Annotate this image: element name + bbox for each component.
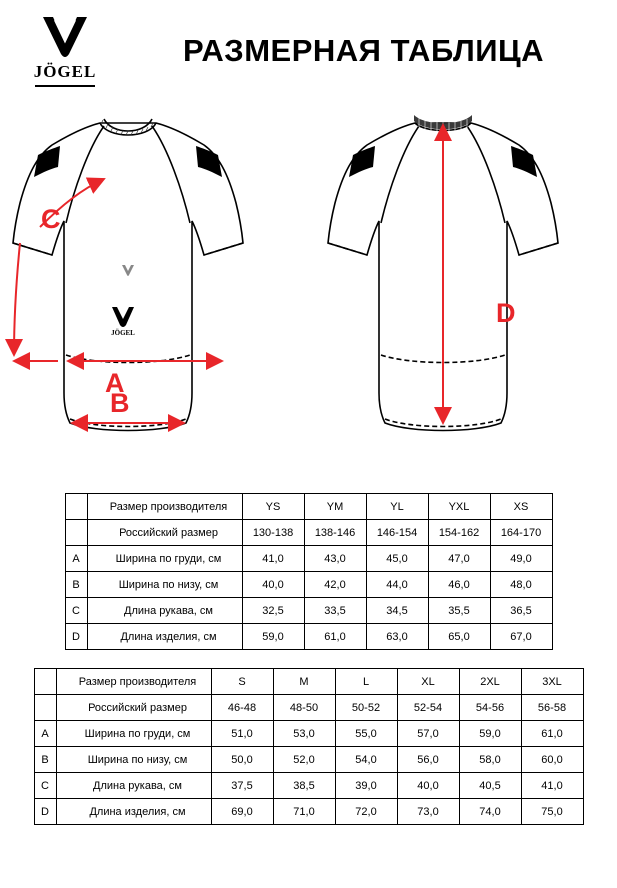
size-header-cell: XS [490, 494, 552, 520]
row-key: B [34, 747, 56, 773]
measure-cell: 52,0 [273, 747, 335, 773]
measure-cell: 32,5 [242, 598, 304, 624]
measure-cell: 36,5 [490, 598, 552, 624]
measure-cell: 37,5 [211, 773, 273, 799]
measure-cell: 55,0 [335, 721, 397, 747]
adult-size-table-wrap [0, 668, 617, 825]
youth-size-table-wrap [0, 493, 617, 650]
dimension-label-d: D [496, 298, 516, 328]
measure-cell: 46,0 [428, 572, 490, 598]
russian-size-cell: 130-138 [242, 520, 304, 546]
measure-cell: 54,0 [335, 747, 397, 773]
measure-cell: 69,0 [211, 799, 273, 825]
measure-cell: 59,0 [242, 624, 304, 650]
table-row [34, 747, 583, 773]
measure-cell: 63,0 [366, 624, 428, 650]
measure-cell: 72,0 [335, 799, 397, 825]
measure-cell: 57,0 [397, 721, 459, 747]
tshirt-front-illustration [0, 93, 300, 493]
measure-cell: 51,0 [211, 721, 273, 747]
measure-cell: 41,0 [242, 546, 304, 572]
measure-cell: 40,5 [459, 773, 521, 799]
brand-rule [35, 85, 95, 87]
measure-cell: 60,0 [521, 747, 583, 773]
measure-cell: 42,0 [304, 572, 366, 598]
measure-cell: 67,0 [490, 624, 552, 650]
row-name: Ширина по низу, см [87, 572, 242, 598]
russian-size-cell: 54-56 [459, 695, 521, 721]
table-row [34, 721, 583, 747]
table-row [65, 624, 552, 650]
table-row [34, 669, 583, 695]
table-row [34, 695, 583, 721]
size-header-cell: 2XL [459, 669, 521, 695]
size-header-cell: YM [304, 494, 366, 520]
measure-cell: 59,0 [459, 721, 521, 747]
row-key: D [65, 624, 87, 650]
russian-size-header: Российский размер [87, 520, 242, 546]
adult-size-table [34, 668, 584, 825]
brand-name: JÖGEL [33, 62, 97, 81]
row-key [65, 520, 87, 546]
size-header-cell: YL [366, 494, 428, 520]
row-key: D [34, 799, 56, 825]
measure-cell: 50,0 [211, 747, 273, 773]
measure-cell: 56,0 [397, 747, 459, 773]
measure-cell: 49,0 [490, 546, 552, 572]
chest-logo-icon [111, 307, 135, 337]
russian-size-cell: 48-50 [273, 695, 335, 721]
size-header-cell: 3XL [521, 669, 583, 695]
row-key: B [65, 572, 87, 598]
russian-size-cell: 138-146 [304, 520, 366, 546]
measure-cell: 39,0 [335, 773, 397, 799]
table-row [34, 773, 583, 799]
russian-size-cell: 52-54 [397, 695, 459, 721]
row-name: Ширина по груди, см [87, 546, 242, 572]
brand-logo [0, 14, 130, 87]
manufacturer-size-header: Размер производителя [87, 494, 242, 520]
russian-size-header: Российский размер [56, 695, 211, 721]
page-header [0, 0, 617, 93]
measure-cell: 75,0 [521, 799, 583, 825]
svg-text:JÖGEL: JÖGEL [111, 329, 135, 337]
dimension-label-a: A [105, 368, 125, 398]
row-name: Длина изделия, см [87, 624, 242, 650]
size-header-cell: L [335, 669, 397, 695]
row-name: Ширина по груди, см [56, 721, 211, 747]
measure-cell: 74,0 [459, 799, 521, 825]
row-key [34, 695, 56, 721]
row-name: Ширина по низу, см [56, 747, 211, 773]
table-row [65, 520, 552, 546]
russian-size-cell: 154-162 [428, 520, 490, 546]
measure-cell: 40,0 [397, 773, 459, 799]
russian-size-cell: 164-170 [490, 520, 552, 546]
measure-cell: 44,0 [366, 572, 428, 598]
jogel-logo-icon [39, 14, 91, 60]
table-row [34, 799, 583, 825]
row-name: Длина рукава, см [56, 773, 211, 799]
measure-cell: 73,0 [397, 799, 459, 825]
measure-cell: 43,0 [304, 546, 366, 572]
row-key: A [65, 546, 87, 572]
page-title: РАЗМЕРНАЯ ТАБЛИЦА [182, 32, 545, 68]
row-key: C [34, 773, 56, 799]
measure-cell: 40,0 [242, 572, 304, 598]
measure-cell: 41,0 [521, 773, 583, 799]
russian-size-cell: 56-58 [521, 695, 583, 721]
tshirt-back-illustration [315, 93, 615, 493]
youth-size-table [65, 493, 553, 650]
table-row [65, 598, 552, 624]
measure-cell: 53,0 [273, 721, 335, 747]
row-key: A [34, 721, 56, 747]
table-gap [0, 650, 617, 668]
measure-cell: 45,0 [366, 546, 428, 572]
size-header-cell: M [273, 669, 335, 695]
dimension-label-b: B [110, 388, 130, 418]
illustrations [0, 93, 617, 493]
measure-cell: 65,0 [428, 624, 490, 650]
measure-cell: 38,5 [273, 773, 335, 799]
size-header-cell: YS [242, 494, 304, 520]
manufacturer-size-header: Размер производителя [56, 669, 211, 695]
corner-cell [65, 494, 87, 520]
russian-size-cell: 46-48 [211, 695, 273, 721]
measure-cell: 33,5 [304, 598, 366, 624]
table-row [65, 572, 552, 598]
russian-size-cell: 146-154 [366, 520, 428, 546]
table-row [65, 546, 552, 572]
size-header-cell: S [211, 669, 273, 695]
measure-cell: 47,0 [428, 546, 490, 572]
measure-cell: 35,5 [428, 598, 490, 624]
corner-cell [34, 669, 56, 695]
measure-cell: 71,0 [273, 799, 335, 825]
measure-cell: 34,5 [366, 598, 428, 624]
measure-cell: 58,0 [459, 747, 521, 773]
measure-cell: 48,0 [490, 572, 552, 598]
size-header-cell: XL [397, 669, 459, 695]
row-name: Длина изделия, см [56, 799, 211, 825]
measure-cell: 61,0 [304, 624, 366, 650]
russian-size-cell: 50-52 [335, 695, 397, 721]
measure-cell: 61,0 [521, 721, 583, 747]
dimension-label-c: C [41, 204, 61, 234]
row-key: C [65, 598, 87, 624]
row-name: Длина рукава, см [87, 598, 242, 624]
size-header-cell: YXL [428, 494, 490, 520]
table-row [65, 494, 552, 520]
